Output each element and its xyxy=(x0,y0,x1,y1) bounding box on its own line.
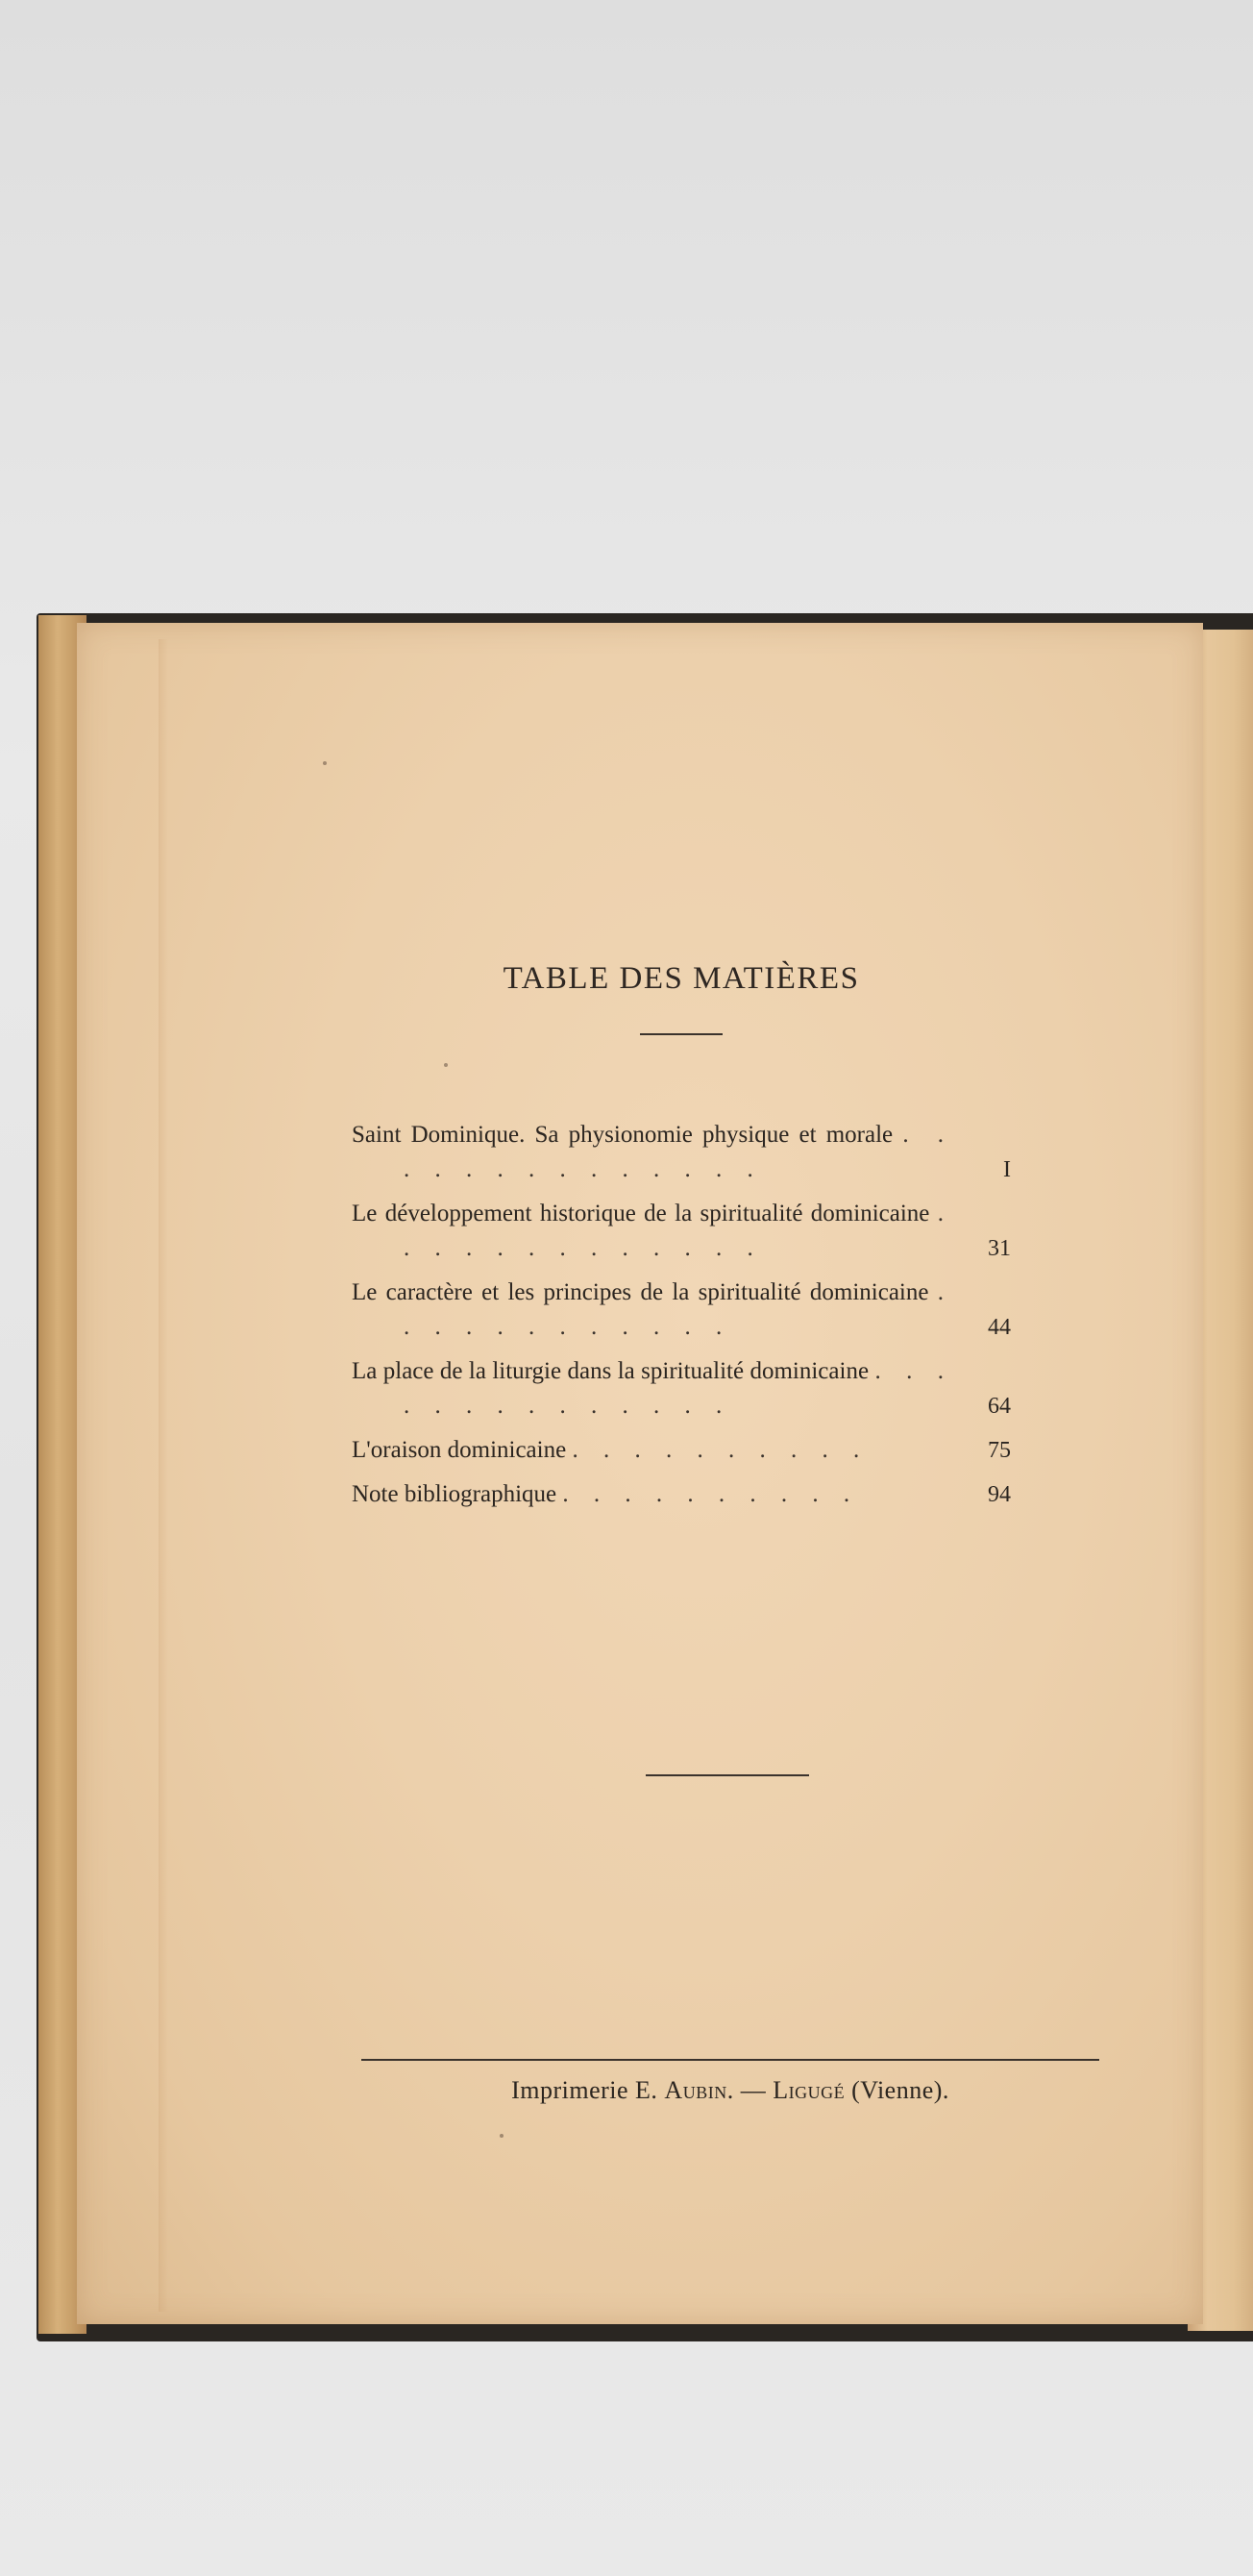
toc-page-number: 94 xyxy=(988,1482,1011,1507)
imprint-town: Ligugé xyxy=(773,2076,846,2104)
toc-entry[interactable] xyxy=(352,1197,1011,1266)
imprint-prefix: Imprimerie E. xyxy=(511,2076,665,2104)
table-of-contents xyxy=(352,961,1011,1522)
toc-entry-title: L'oraison dominicaine xyxy=(352,1437,567,1463)
toc-entry[interactable] xyxy=(352,1433,1011,1468)
toc-entry[interactable] xyxy=(352,1477,1011,1512)
toc-entry-title: Note bibliographique xyxy=(352,1481,557,1507)
toc-title: TABLE DES MATIÈRES xyxy=(503,961,860,996)
toc-entry[interactable] xyxy=(352,1354,1011,1424)
toc-leader: . . . . . . . . . . . . . . xyxy=(404,1358,954,1419)
paper-speck xyxy=(323,761,327,765)
toc-leader: . . . . . . . . . . . . xyxy=(404,1279,954,1340)
toc-entry-title: Le caractère et les principes de la spiritualité dominicaine xyxy=(352,1279,929,1305)
toc-leader: . . . . . . . . . . xyxy=(562,1481,860,1507)
footer-rule xyxy=(361,2059,1099,2061)
toc-entry-title: Le développement historique de la spiritualité dominicaine xyxy=(352,1201,930,1226)
toc-page-number: 75 xyxy=(988,1438,1011,1463)
imprint-printer: Aubin xyxy=(664,2076,727,2104)
toc-entry[interactable] xyxy=(352,1118,1011,1187)
toc-page-number: 31 xyxy=(988,1236,1011,1261)
title-rule xyxy=(640,1033,723,1035)
imprint-separator: . — xyxy=(726,2076,774,2104)
toc-page-number: 64 xyxy=(988,1394,1011,1419)
toc-entry-title: Saint Dominique. Sa physionomie physique et morale xyxy=(352,1122,894,1148)
page-fold-shadow xyxy=(159,639,168,2312)
toc-entry-title: La place de la liturgie dans la spiritualité dominicaine xyxy=(352,1358,870,1384)
toc-leader: . . . . . . . . . . . . . xyxy=(404,1201,954,1261)
toc-leader: . . . . . . . . . . xyxy=(572,1437,870,1463)
toc-page-number: I xyxy=(1003,1157,1011,1182)
toc-list xyxy=(352,1118,1011,1512)
toc-leader: . . . . . . . . . . . . . . xyxy=(404,1122,954,1182)
paper-speck xyxy=(500,2134,504,2138)
imprint-suffix: (Vienne). xyxy=(845,2076,949,2104)
toc-page-number: 44 xyxy=(988,1315,1011,1340)
closing-rule xyxy=(646,1774,809,1776)
printer-imprint xyxy=(361,2076,1099,2105)
toc-entry[interactable] xyxy=(352,1276,1011,1345)
